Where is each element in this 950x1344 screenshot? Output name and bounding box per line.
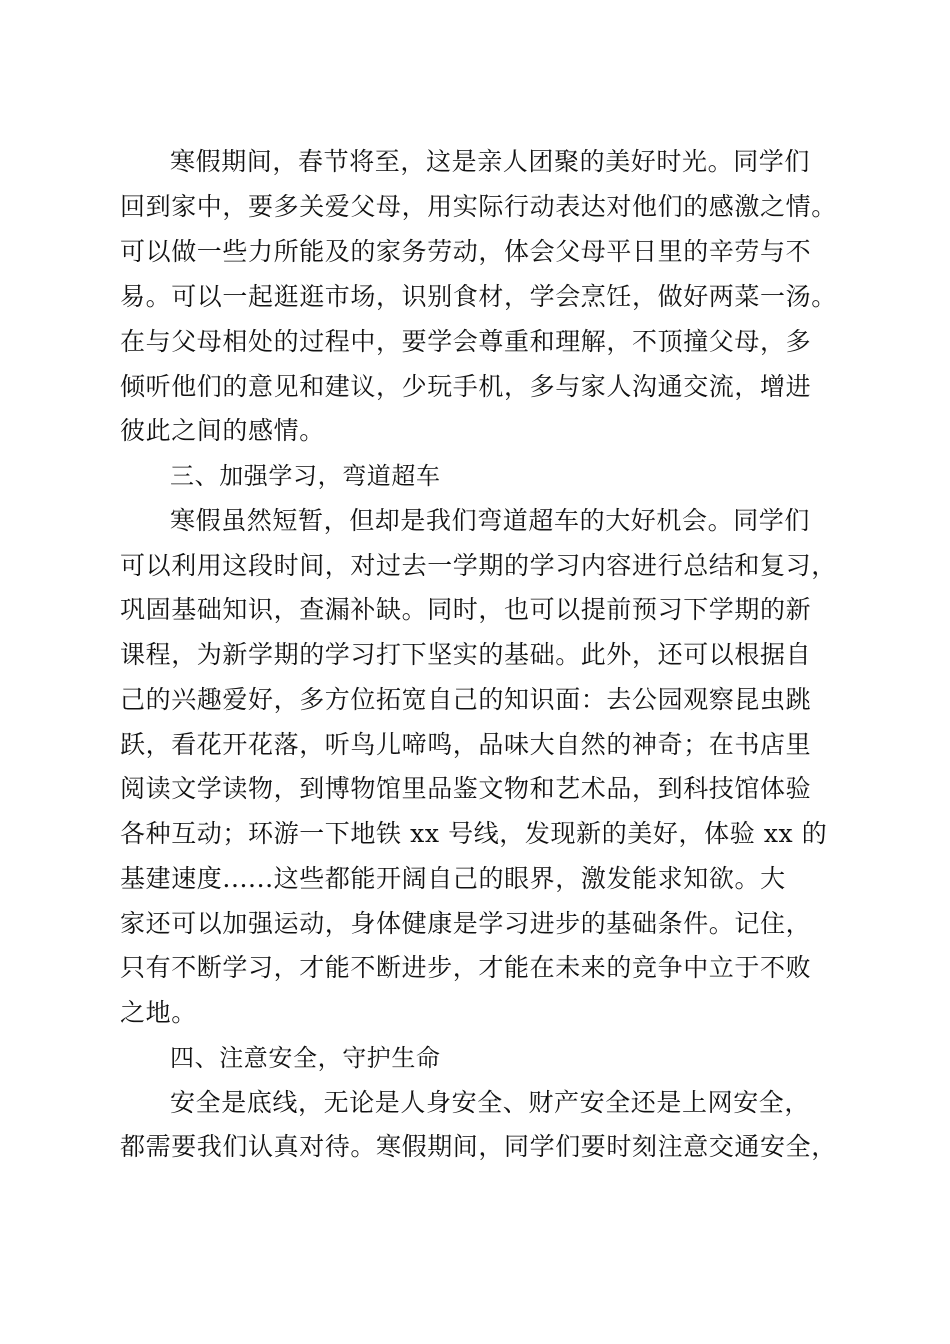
text-line: 巩固基础知识，查漏补缺。同时，也可以提前预习下学期的新 bbox=[120, 595, 812, 624]
section-heading-study: 三、加强学习，弯道超车 bbox=[170, 462, 441, 490]
text-line: 家还可以加强运动，身体健康是学习进步的基础条件。记住， bbox=[120, 909, 812, 938]
text-line: 基建速度......这些都能开阔自己的眼界，激发能求知欲。大 bbox=[120, 864, 786, 893]
text-line: 回到家中，要多关爱父母，用实际行动表达对他们的感激之情。 bbox=[120, 192, 837, 221]
text-line: 寒假期间，春节将至，这是亲人团聚的美好时光。同学们 bbox=[170, 147, 811, 176]
text-line: 安全是底线，无论是人身安全、财产安全还是上网安全， bbox=[170, 1088, 811, 1117]
text-line: 在与父母相处的过程中，要学会尊重和理解，不顶撞父母，多 bbox=[120, 327, 812, 356]
text-line: 寒假虽然短暂，但却是我们弯道超车的大好机会。同学们 bbox=[170, 506, 811, 535]
text-line: 己的兴趣爱好，多方位拓宽自己的知识面：去公园观察昆虫跳 bbox=[120, 685, 812, 714]
text-line: 易。可以一起逛逛市场，识别食材，学会烹饪，做好两菜一汤。 bbox=[120, 282, 837, 311]
text-line: 课程，为新学期的学习打下坚实的基础。此外，还可以根据自 bbox=[120, 640, 812, 669]
text-line: 跃，看花开花落，听鸟儿啼鸣，品味大自然的神奇；在书店里 bbox=[120, 730, 812, 759]
text-line: 都需要我们认真对待。寒假期间，同学们要时刻注意交通安全， bbox=[120, 1132, 837, 1161]
text-line: 各种互动；环游一下地铁 xx 号线，发现新的美好，体验 xx 的 bbox=[120, 819, 828, 848]
text-line: 只有不断学习，才能不断进步，才能在未来的竞争中立于不败 bbox=[120, 953, 812, 982]
text-line: 倾听他们的意见和建议，少玩手机，多与家人沟通交流，增进 bbox=[120, 372, 812, 401]
text-line: 之地。 bbox=[120, 998, 197, 1027]
text-line: 阅读文学读物，到博物馆里品鉴文物和艺术品，到科技馆体验 bbox=[120, 774, 812, 803]
text-line: 可以做一些力所能及的家务劳动，体会父母平日里的辛劳与不 bbox=[120, 237, 812, 266]
section-heading-safety: 四、注意安全，守护生命 bbox=[170, 1044, 441, 1072]
text-line: 彼此之间的感情。 bbox=[120, 416, 325, 445]
text-line: 可以利用这段时间，对过去一学期的学习内容进行总结和复习， bbox=[120, 551, 837, 580]
